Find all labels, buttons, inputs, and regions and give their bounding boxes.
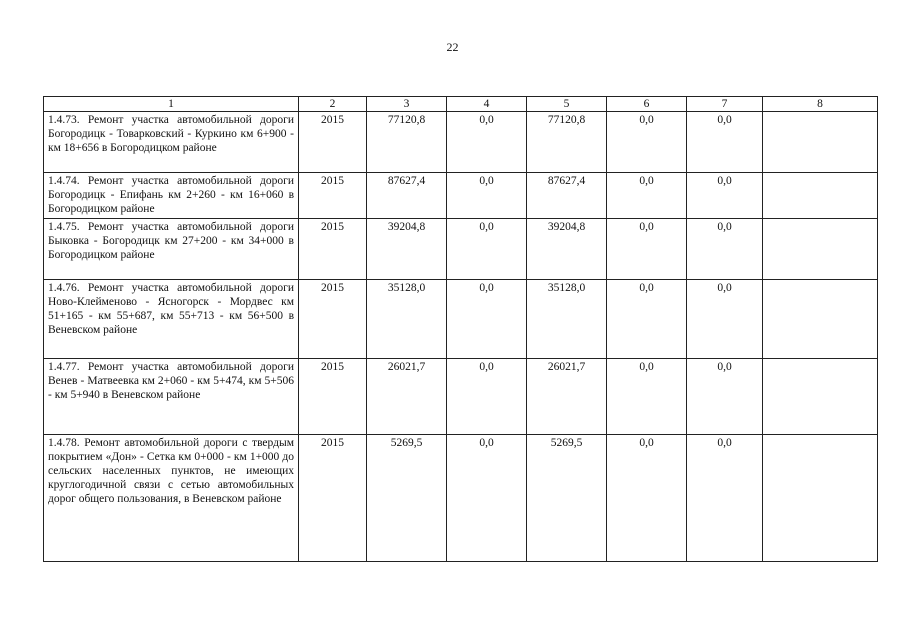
row-col-3: 87627,4 [367,173,447,219]
row-description: 1.4.74. Ремонт участка автомобильной дороги Богородицк - Епифань км 2+260 - км 16+060 в Богородицком районе [44,173,299,219]
row-description: 1.4.76. Ремонт участка автомобильной дороги Ново-Клейменово - Ясногорск - Мордвес км 51+165 - км 55+687, км 55+713 - км 56+500 в Веневском районе [44,280,299,359]
row-description: 1.4.78. Ремонт автомобильной дороги с твердым покрытием «Дон» - Сетка км 0+000 - км 1+000 до сельских населенных пунктов, не имеющих круглогодичной связи с сетью автомобильных дорог общего пользования, в Веневском районе [44,435,299,562]
row-description: 1.4.75. Ремонт участка автомобильной дороги Быковка - Богородицк км 27+200 - км 34+000 в Богородицком районе [44,219,299,280]
header-col-8: 8 [763,97,878,112]
header-col-7: 7 [687,97,763,112]
row-col-8 [763,280,878,359]
header-col-3: 3 [367,97,447,112]
table-row [44,359,878,435]
row-col-6: 0,0 [607,219,687,280]
row-col-6: 0,0 [607,173,687,219]
row-col-8 [763,112,878,173]
row-col-3: 35128,0 [367,280,447,359]
row-col-5: 87627,4 [527,173,607,219]
row-year: 2015 [299,219,367,280]
header-col-6: 6 [607,97,687,112]
row-col-4: 0,0 [447,173,527,219]
header-col-4: 4 [447,97,527,112]
page-number: 22 [446,40,459,54]
header-col-2: 2 [299,97,367,112]
row-col-5: 35128,0 [527,280,607,359]
row-col-6: 0,0 [607,280,687,359]
row-col-8 [763,219,878,280]
row-col-3: 39204,8 [367,219,447,280]
row-col-3: 77120,8 [367,112,447,173]
row-col-4: 0,0 [447,219,527,280]
row-col-7: 0,0 [687,219,763,280]
row-year: 2015 [299,359,367,435]
row-col-7: 0,0 [687,173,763,219]
row-year: 2015 [299,173,367,219]
row-col-7: 0,0 [687,359,763,435]
table-row [44,280,878,359]
row-col-4: 0,0 [447,112,527,173]
row-col-7: 0,0 [687,280,763,359]
row-col-7: 0,0 [687,112,763,173]
header-row [44,97,878,112]
row-col-6: 0,0 [607,435,687,562]
row-col-5: 39204,8 [527,219,607,280]
table-row [44,435,878,562]
row-col-5: 5269,5 [527,435,607,562]
table-row [44,112,878,173]
row-col-6: 0,0 [607,112,687,173]
table-row [44,219,878,280]
header-col-1: 1 [44,97,299,112]
row-col-7: 0,0 [687,435,763,562]
row-col-5: 26021,7 [527,359,607,435]
row-year: 2015 [299,280,367,359]
budget-table [43,96,878,562]
row-col-4: 0,0 [447,435,527,562]
row-description: 1.4.77. Ремонт участка автомобильной дороги Венев - Матвеевка км 2+060 - км 5+474, км 5+506 - км 5+940 в Веневском районе [44,359,299,435]
row-col-6: 0,0 [607,359,687,435]
row-col-5: 77120,8 [527,112,607,173]
row-year: 2015 [299,112,367,173]
row-col-8 [763,359,878,435]
row-col-3: 26021,7 [367,359,447,435]
header-col-5: 5 [527,97,607,112]
row-col-3: 5269,5 [367,435,447,562]
row-description: 1.4.73. Ремонт участка автомобильной дороги Богородицк - Товарковский - Куркино км 6+900 - км 18+656 в Богородицком районе [44,112,299,173]
row-col-4: 0,0 [447,280,527,359]
row-col-8 [763,173,878,219]
table-row [44,173,878,219]
row-col-8 [763,435,878,562]
row-year: 2015 [299,435,367,562]
row-col-4: 0,0 [447,359,527,435]
